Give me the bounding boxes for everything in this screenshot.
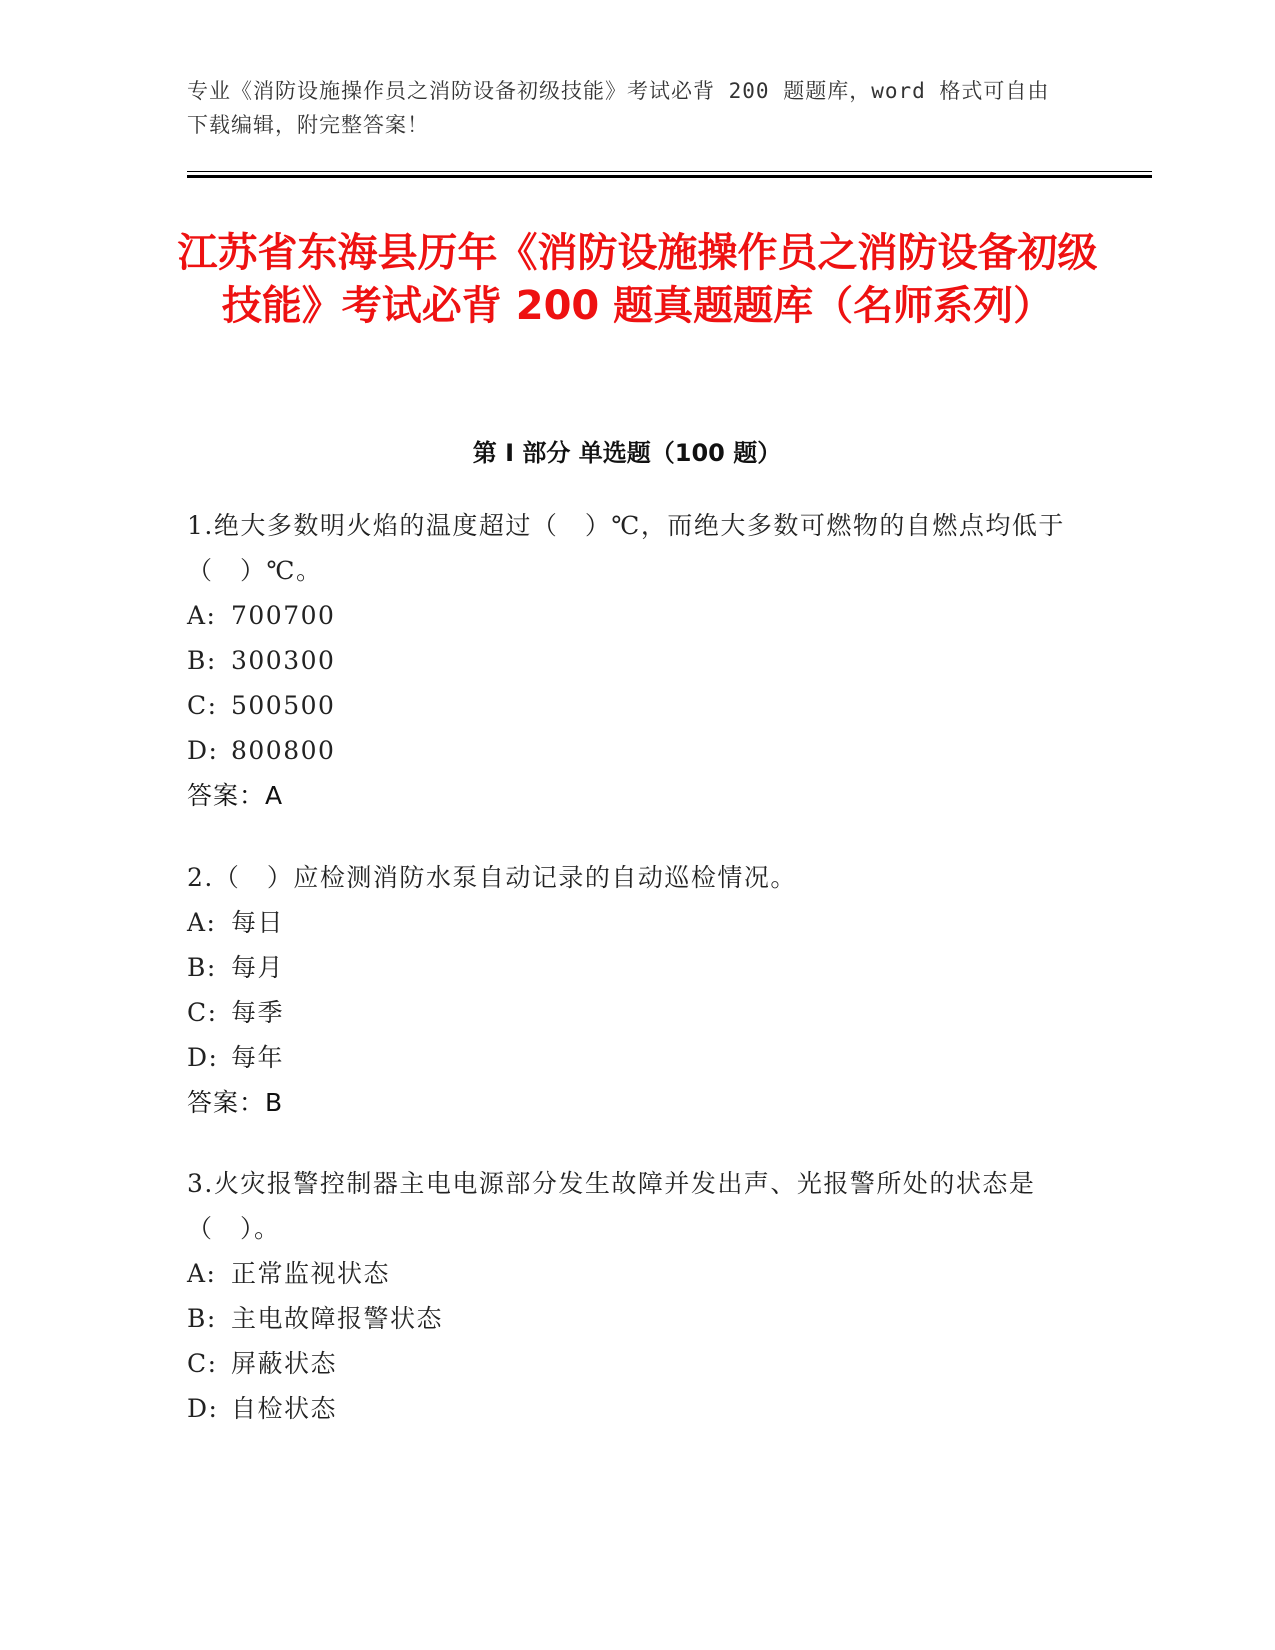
option-letter: C:: [187, 998, 218, 1027]
option-letter: A:: [187, 1259, 217, 1288]
question-1: [187, 503, 1067, 818]
option-letter: B:: [187, 953, 217, 982]
option-text: 主电故障报警状态: [231, 1304, 444, 1333]
section-title: 第 I 部分 单选题（100 题）: [472, 439, 782, 467]
option-letter: C:: [187, 1349, 218, 1378]
option-letter: C:: [187, 691, 218, 720]
option-c: [187, 1341, 1067, 1386]
option-text: 自检状态: [231, 1394, 338, 1423]
question-3: [187, 1161, 1067, 1431]
option-letter: D:: [187, 1394, 219, 1423]
option-text: 每日: [231, 908, 285, 937]
option-letter: D:: [187, 736, 219, 765]
option-d: [187, 1386, 1067, 1431]
option-a: [187, 900, 1067, 945]
option-text: 300300: [231, 646, 336, 675]
header-divider-thick: [187, 175, 1152, 178]
option-d: [187, 728, 1067, 773]
option-text: 屏蔽状态: [231, 1349, 338, 1378]
option-letter: B:: [187, 646, 217, 675]
answer-line: 答案：B: [187, 1088, 284, 1117]
header-note: 专业《消防设施操作员之消防设备初级技能》考试必背 200 题题库，word 格式可自由下载编辑，附完整答案！: [187, 79, 1050, 137]
question-2: [187, 855, 1067, 1125]
option-d: [187, 1035, 1067, 1080]
option-text: 500500: [231, 691, 336, 720]
option-c: [187, 990, 1067, 1035]
option-text: 700700: [231, 601, 336, 630]
option-b: [187, 945, 1067, 990]
option-text: 800800: [231, 736, 336, 765]
option-letter: D:: [187, 1043, 219, 1072]
option-letter: A:: [187, 908, 217, 937]
header-divider-thin: [187, 171, 1152, 172]
option-b: [187, 1296, 1067, 1341]
option-a: [187, 1251, 1067, 1296]
answer-line: 答案：A: [187, 781, 284, 810]
question-stem: 1.绝大多数明火焰的温度超过（ ）℃，而绝大多数可燃物的自燃点均低于（ ）℃。: [187, 511, 1065, 585]
option-text: 正常监视状态: [231, 1259, 391, 1288]
option-text: 每季: [231, 998, 285, 1027]
option-a: [187, 593, 1067, 638]
option-c: [187, 683, 1067, 728]
option-text: 每年: [231, 1043, 285, 1072]
option-letter: A:: [187, 601, 217, 630]
option-letter: B:: [187, 1304, 217, 1333]
question-stem: 3.火灾报警控制器主电电源部分发生故障并发出声、光报警所处的状态是（ ）。: [187, 1169, 1036, 1243]
option-text: 每月: [231, 953, 285, 982]
document-title: 江苏省东海县历年《消防设施操作员之消防设备初级技能》考试必背 200 题真题题库（名师系列）: [177, 230, 1098, 329]
question-stem: 2.（ ）应检测消防水泵自动记录的自动巡检情况。: [187, 863, 797, 892]
option-b: [187, 638, 1067, 683]
